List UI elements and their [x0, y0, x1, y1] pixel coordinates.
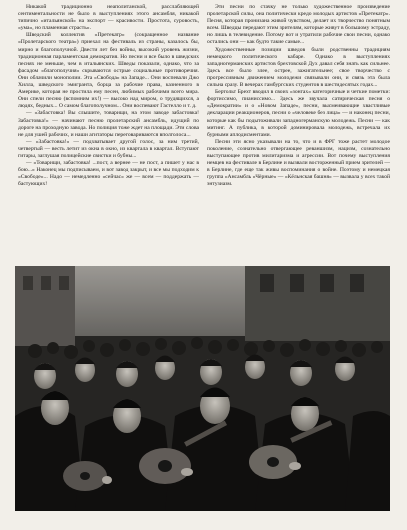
paragraph: Бертольт Брехт вводил в своих «зонгах» категоричные и четкие пометки: фортиссимо, пианиссимо... Здесь же звучала сатирическая песня о «Демократии» и о «Новом Западе», песни, высмеивающие хвастливые декларации реакционеров, песни о «человеке без лица» — и наконец песни, которые как бы подытоживали западногерманскую молодежь. Песни — как митинг. А публика, в которой доминировала молодежь, встречала их бурными аплодисментами.	[207, 89, 390, 138]
paragraph: — «Забастовка!» — подхватывает другой голос, за ним третий, четвертый — весть летит из окна в окно, из квартала в квартал. Вступают гитары, заглушая полицейские свистки и бубны...	[18, 138, 199, 159]
paragraph: Шведский коллектив «Претекатр» (сокращенное название «Пролетарского театра») приехал на фестиваль из страны, казалось бы, мирно и благополучной. Двести лет без войны, высокий уровень жизни, традиционная парламентская демократия. Но песни и все было в шведских песнях не меньше, чем в итальянских. Шведы показали, однако, что за фасадом «благополучия» скрываются острые социальные противоречия. Они облачили монополии. Эта «Свобода» на Западе... Они воспевали Джо Хилла, шведского эмигранта, борца за рабочие права, казненного в Америке, которая не простила ему песен, любимых рабочими всего мира. Они спели песню (вспомним их!) — высоко над миром, о трудящихся, а людях, бедных... О самом благополучном... Они воспевают Гастелло и т. д.	[18, 32, 199, 110]
photo-illustration	[15, 266, 390, 511]
paragraph: — «Забастовка! Вы слышите, товарищи, на этом заводе забастовка! Забастовка!» — начинают песню пролетарский ансамбль, идущий по дороге на проходную завода. Но полиция тоже ждет на площади. Эти слова не для ушей рабочих, и наши агитаторы переговариваются вполголоса...	[18, 110, 199, 138]
paragraph: — «Товарищи, забастовка! ...пост, а вернее — не пост, а пишет у нас в бою...» Наконец мы подписываем, и вот завод закрыт, и все мы подходим к «Свободе»... Надо — немедленно «сейчас» же — всем — поддержать — бастующих!	[18, 160, 199, 188]
paragraph: Песни эти ясно указывали на то, что и в ФРГ тоже растет молодое поколение, сознательно отвергающее реваншизм, нацизм, сознательно выступающее против милитаризма и агрессии. Вот почему выступления немцев на фестивале в Берлине и вызвали восторженный прием зрителей — в Берлине, где еще так живы воспоминания о войне. Поэтому и немецкая группа «Ансамбль «Чёрные» — «Кёльнская башня» — вызвала у всех такой энтузиазм.	[207, 138, 390, 188]
paragraph: Эти песни по стачку не только художественное произведение пролетарской силы, она политически кредо молодых артистов «Претекатр». Песня, которая пронизана живой чувством, делает их творчество понятным всем. Шведцы передают этим зрителям, которые живут в большому эстраду, но лишь в телевидение. Потому вот и утратили рабочие свои песни, однако остались они — как будто такие самые...	[207, 4, 390, 46]
paragraph: Никакой традиционно неаполитанской, расслабляющей сентиментальности не было в выступлениях этого ансамбля, никакой типично «итальянской» на экспорт — красивости. Простота, суровость, «ума», но пламенная страсть».	[18, 4, 199, 32]
crowd-with-guitars-photo	[15, 266, 390, 511]
paragraph: Художественные позиции шведов были родственны традициям немецкого политического кабаре. Однако в выступлениях западногерманских артистов брехтовской Дух давал себя знать как сильнее. Здесь все было злее, острее, зажигательнее; свое творчество с прогрессивным движением молодежи связывали они, и связь эта была сильна сразу. В вечерах гамбургских студентов в шестидесятых годах...	[207, 46, 390, 89]
text-column-left	[18, 4, 199, 266]
text-column-right	[207, 4, 390, 288]
